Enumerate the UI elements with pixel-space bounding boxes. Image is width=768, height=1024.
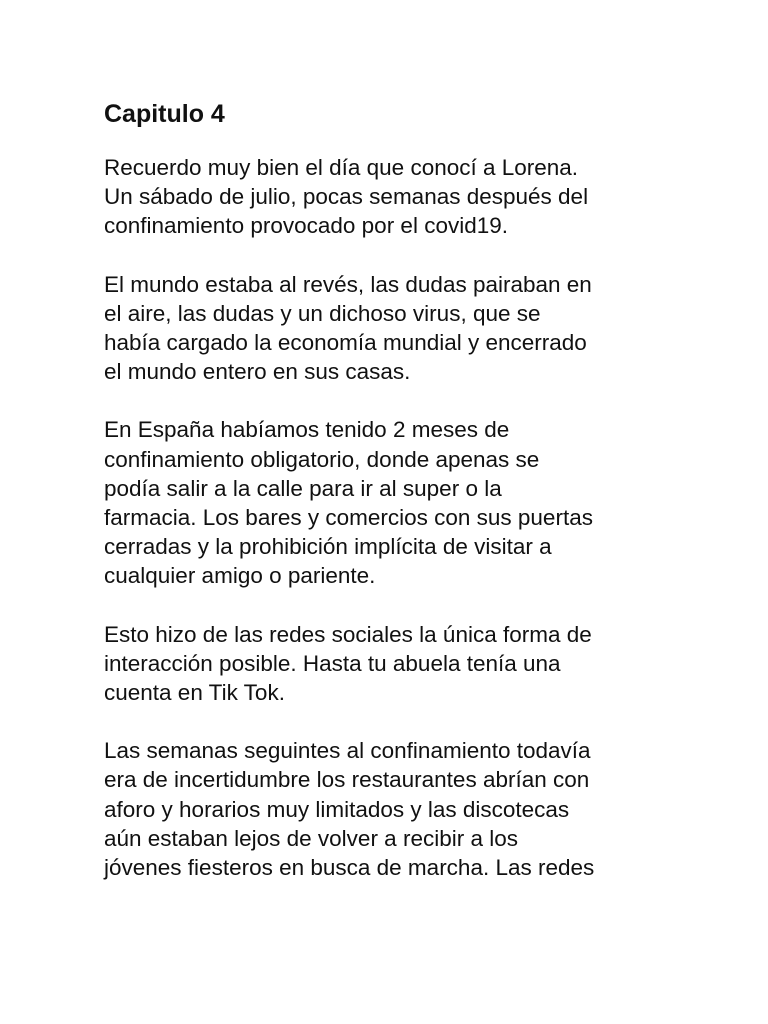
text-line: el mundo entero en sus casas. bbox=[104, 359, 411, 385]
text-line: Las semanas seguintes al confinamiento todavía bbox=[104, 738, 591, 764]
text-line: confinamiento provocado por el covid19. bbox=[104, 213, 509, 239]
text-line: farmacia. Los bares y comercios con sus puertas bbox=[104, 505, 593, 531]
chapter-title: Capitulo 4 bbox=[104, 100, 225, 128]
text-line: cuenta en Tik Tok. bbox=[104, 680, 285, 706]
text-line: el aire, las dudas y un dichoso virus, que se bbox=[104, 300, 541, 326]
document-page bbox=[104, 96, 684, 911]
paragraph-5 bbox=[104, 736, 684, 882]
text-line: Un sábado de julio, pocas semanas después del bbox=[104, 184, 589, 210]
text-line: Recuerdo muy bien el día que conocí a Lorena. bbox=[104, 155, 579, 180]
paragraph-3 bbox=[104, 415, 684, 590]
text-line: El mundo estaba al revés, las dudas pairaban en bbox=[104, 271, 592, 297]
text-line: interacción posible. Hasta tu abuela tenía una bbox=[104, 650, 561, 676]
text-line: podía salir a la calle para ir al super o la bbox=[104, 475, 502, 501]
text-line: jóvenes fiesteros en busca de marcha. Las redes bbox=[104, 855, 595, 881]
text-line: aún estaban lejos de volver a recibir a los bbox=[104, 825, 518, 851]
paragraph-2 bbox=[104, 270, 684, 387]
text-line: era de incertidumbre los restaurantes abrían con bbox=[104, 767, 590, 793]
text-line: cualquier amigo o pariente. bbox=[104, 563, 376, 589]
text-line: Esto hizo de las redes sociales la única forma de bbox=[104, 621, 592, 647]
text-line: confinamiento obligatorio, donde apenas se bbox=[104, 446, 540, 472]
text-line: cerradas y la prohibición implícita de visitar a bbox=[104, 534, 552, 560]
text-line: aforo y horarios muy limitados y las discotecas bbox=[104, 796, 570, 822]
text-line: En España habíamos tenido 2 meses de bbox=[104, 417, 510, 443]
paragraph-4 bbox=[104, 620, 684, 708]
text-line: había cargado la economía mundial y encerrado bbox=[104, 330, 587, 356]
paragraph-1 bbox=[104, 153, 684, 241]
